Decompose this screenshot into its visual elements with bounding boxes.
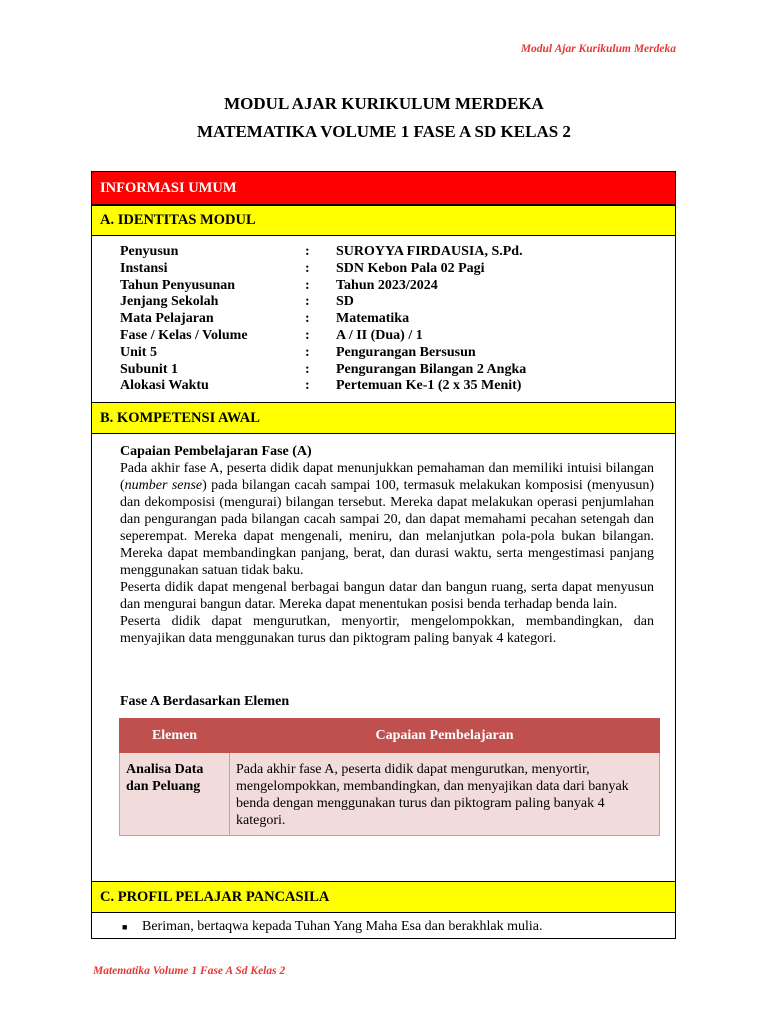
- identitas-label: Mata Pelajaran: [120, 311, 214, 327]
- elemen-heading: Fase A Berdasarkan Elemen: [120, 694, 290, 709]
- table-row: [120, 753, 660, 836]
- identitas-colon: :: [305, 277, 310, 293]
- identitas-value: Tahun 2023/2024: [336, 277, 438, 293]
- capaian-paragraph-2: Peserta didik dapat mengenal berbagai bangun datar dan bangun ruang, serta dapat menyusun dan mengurai bangun datar. Mereka dapat menentukan posisi benda terhadap benda lain.: [120, 580, 654, 612]
- identitas-colon: :: [305, 378, 310, 394]
- identitas-row: [120, 328, 656, 345]
- paragraph-text: ) pada bilangan cacah sampai 100, termasuk melakukan komposisi (menyusun) dan dekomposisi (mengurai) bilangan tersebut. Mereka dapat melakukan operasi penjumlahan dan pengurangan pada bilangan cacah sampai 20, dan dapat memahami pecahan setengah dan seperempat. Mereka dapat mengenali, meniru, dan melanjutkan pola-pola bukan bilangan. Mereka dapat membandingkan panjang, berat, dan durasi waktu, serta mengestimasi panjang menggunakan satuan tidak baku.: [120, 478, 654, 578]
- profil-pelajar-bar: C. PROFIL PELAJAR PANCASILA: [92, 881, 675, 913]
- running-footer: Matematika Volume 1 Fase A Sd Kelas 2: [93, 965, 286, 977]
- identitas-colon: :: [305, 311, 310, 327]
- capaian-paragraph-3: Peserta didik dapat mengurutkan, menyortir, mengelompokkan, membandingkan, dan menyajikan data menggunakan turus dan piktogram paling banyak 4 kategori.: [120, 614, 654, 646]
- document-subtitle: MATEMATIKA VOLUME 1 FASE A SD KELAS 2: [197, 122, 571, 141]
- table-header-elemen: Elemen: [120, 719, 230, 753]
- identitas-label: Subunit 1: [120, 361, 178, 377]
- identitas-row: [120, 311, 656, 328]
- identitas-row: [120, 244, 656, 261]
- identitas-value: Pengurangan Bersusun: [336, 344, 476, 360]
- identitas-label: Tahun Penyusunan: [120, 277, 236, 293]
- capaian-paragraph-1: [120, 460, 654, 579]
- list-item: [122, 919, 542, 935]
- identitas-colon: :: [305, 361, 310, 377]
- kompetensi-awal-bar: B. KOMPETENSI AWAL: [92, 402, 675, 434]
- running-header: Modul Ajar Kurikulum Merdeka: [520, 43, 676, 55]
- identitas-value: SD: [336, 294, 354, 310]
- paragraph-italic-term: number sense: [124, 478, 203, 493]
- table-cell-capaian: Pada akhir fase A, peserta didik dapat mengurutkan, menyortir, mengelompokkan, membandingkan, dan menyajikan data dari banyak benda dengan menggunakan turus dan piktogram paling banyak 4 kategori.: [230, 753, 660, 836]
- kompetensi-content: [120, 443, 654, 647]
- identitas-colon: :: [305, 244, 310, 259]
- identitas-label: Fase / Kelas / Volume: [120, 327, 248, 343]
- identitas-row: [120, 362, 656, 379]
- paragraph-text: Pada akhir fase A, peserta didik dapat menunjukkan pemahaman dan memiliki intuisi bilangan (: [120, 461, 654, 493]
- list-item-text: Beriman, bertaqwa kepada Tuhan Yang Maha Esa dan berakhlak mulia.: [142, 919, 543, 934]
- bullet-icon: ■: [122, 921, 128, 932]
- identitas-value: Pertemuan Ke-1 (2 x 35 Menit): [336, 378, 522, 394]
- identitas-value: SDN Kebon Pala 02 Pagi: [336, 260, 485, 276]
- identitas-colon: :: [305, 344, 310, 360]
- identitas-label: Alokasi Waktu: [120, 378, 209, 394]
- identitas-modul-bar: A. IDENTITAS MODUL: [92, 205, 675, 236]
- identitas-colon: :: [305, 260, 310, 276]
- table-header-capaian: Capaian Pembelajaran: [230, 719, 660, 753]
- identitas-table: [120, 244, 656, 395]
- document-title: MODUL AJAR KURIKULUM MERDEKA: [224, 94, 544, 113]
- identitas-row: [120, 345, 656, 362]
- identitas-colon: :: [305, 294, 310, 310]
- identitas-value: Pengurangan Bilangan 2 Angka: [336, 361, 527, 377]
- identitas-label: Instansi: [120, 260, 168, 276]
- profil-list: [122, 919, 542, 935]
- identitas-label: Jenjang Sekolah: [120, 294, 219, 310]
- capaian-heading: Capaian Pembelajaran Fase (A): [120, 444, 312, 459]
- identitas-label: Unit 5: [120, 344, 157, 360]
- identitas-value: Matematika: [336, 311, 410, 327]
- identitas-label: Penyusun: [120, 244, 179, 259]
- module-box: [91, 171, 676, 939]
- capaian-table: [119, 718, 660, 836]
- identitas-value: A / II (Dua) / 1: [336, 327, 423, 343]
- informasi-umum-bar: INFORMASI UMUM: [92, 172, 675, 205]
- identitas-colon: :: [305, 327, 310, 343]
- table-cell-elemen: Analisa Data dan Peluang: [120, 753, 230, 836]
- identitas-row: [120, 261, 656, 278]
- identitas-row: [120, 278, 656, 295]
- identitas-row: [120, 378, 656, 395]
- identitas-row: [120, 294, 656, 311]
- table-header-row: [120, 719, 660, 753]
- identitas-value: SUROYYA FIRDAUSIA, S.Pd.: [336, 244, 523, 259]
